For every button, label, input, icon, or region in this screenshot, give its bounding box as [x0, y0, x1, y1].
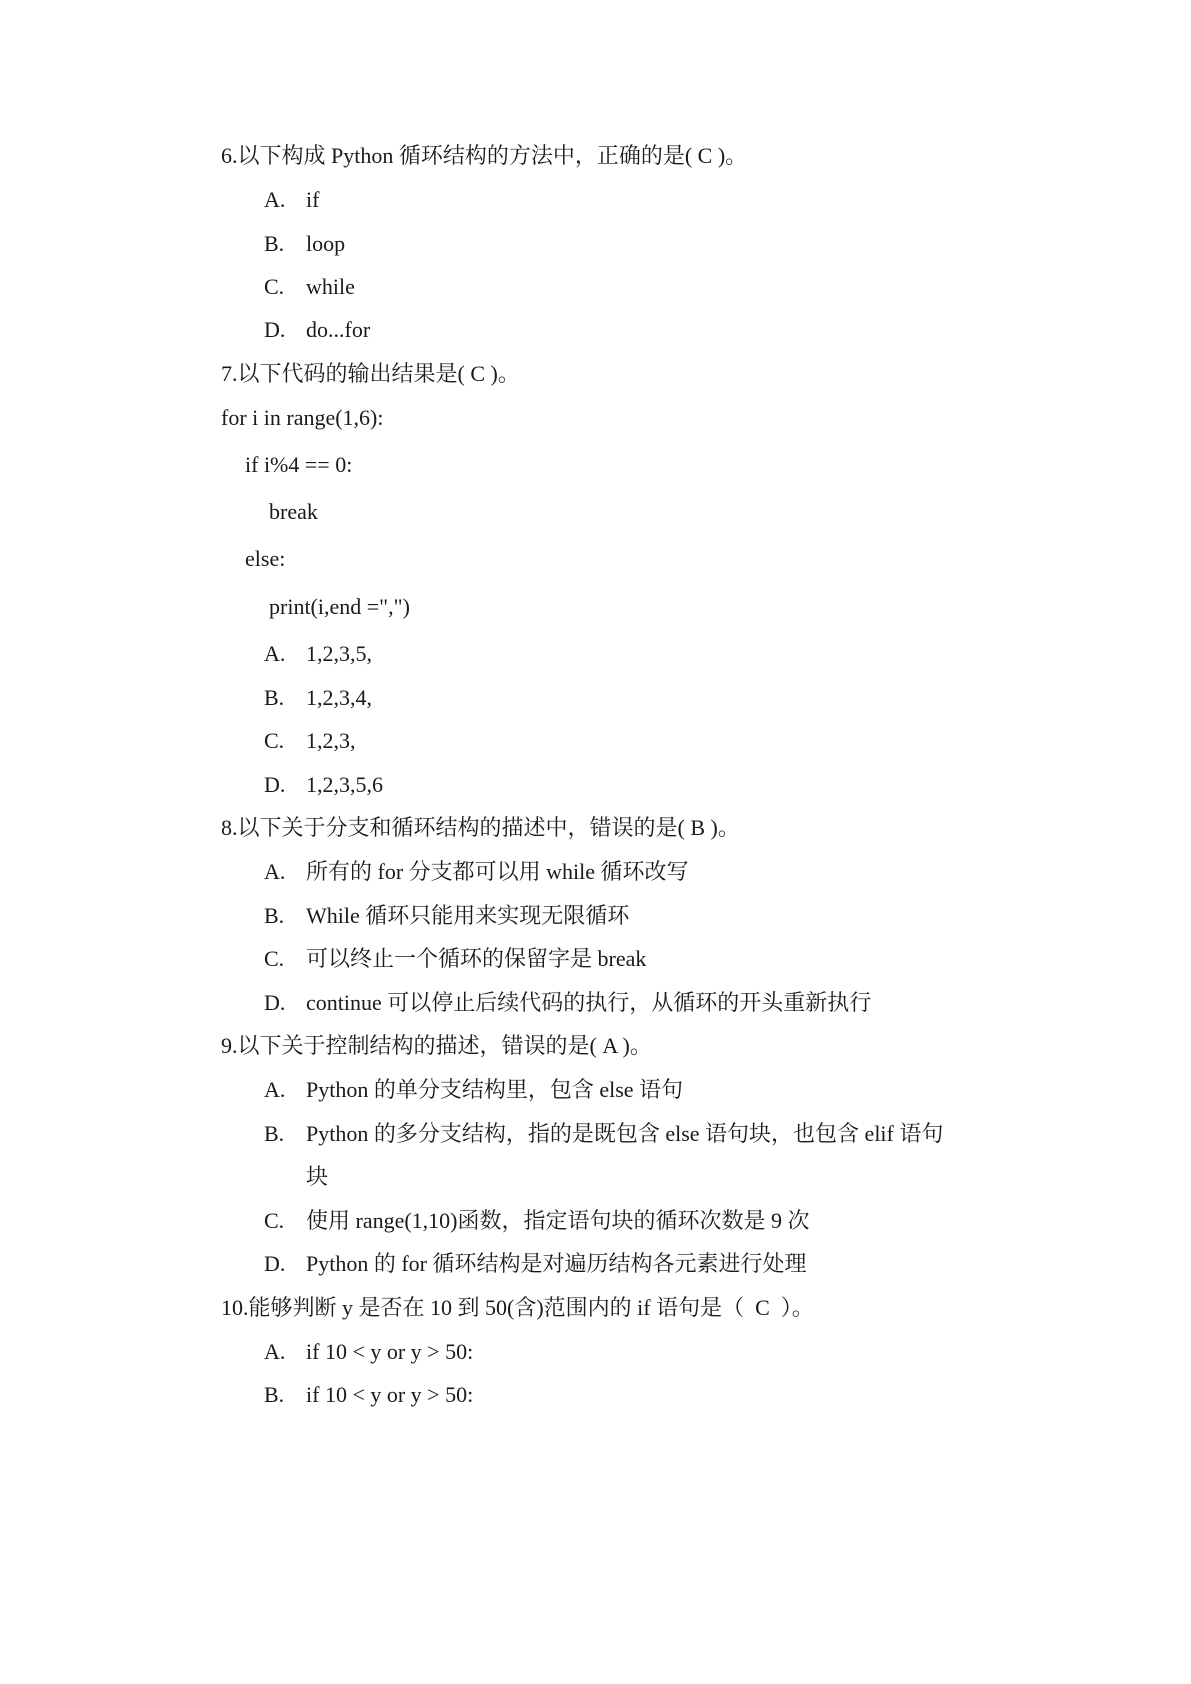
option-text: 使用 range(1,10)函数，指定语句块的循环次数是 9 次 [306, 1208, 810, 1233]
option-letter: A. [264, 641, 286, 666]
question-6-option-a [264, 186, 319, 214]
option-letter: B. [264, 1121, 285, 1146]
code-line: else: [245, 546, 286, 571]
question-8-stem: 8.以下关于分支和循环结构的描述中，错误的是( B )。 [221, 815, 740, 840]
option-letter: C. [264, 274, 285, 299]
question-9-stem: 9.以下关于控制结构的描述，错误的是( A )。 [221, 1033, 652, 1058]
option-letter: D. [264, 1251, 286, 1276]
code-line: break [269, 499, 318, 524]
code-line: print(i,end =",") [269, 594, 410, 619]
option-letter: D. [264, 317, 286, 342]
option-letter: D. [264, 990, 286, 1015]
question-7-option-d [264, 771, 383, 799]
option-letter: A. [264, 187, 286, 212]
question-9-option-c [264, 1207, 810, 1235]
option-letter: C. [264, 728, 285, 753]
option-text: Python 的单分支结构里，包含 else 语句 [306, 1077, 684, 1102]
question-8-option-b [264, 902, 629, 930]
option-letter: A. [264, 1339, 286, 1364]
code-line: for i in range(1,6): [221, 405, 384, 430]
question-8-option-a [264, 858, 689, 886]
option-letter: C. [264, 946, 285, 971]
option-text: loop [306, 231, 346, 256]
question-10-option-b [264, 1381, 473, 1409]
option-text: 1,2,3,5, [306, 641, 372, 666]
option-text: 1,2,3,4, [306, 685, 372, 710]
question-6-option-d [264, 316, 370, 344]
question-7-option-b [264, 684, 372, 712]
question-10-option-a [264, 1338, 473, 1366]
option-text: 1,2,3, [306, 728, 356, 753]
question-9-option-b [264, 1120, 943, 1148]
option-text: if 10 < y or y > 50: [306, 1339, 474, 1364]
option-text: while [306, 274, 355, 299]
question-10-stem: 10.能够判断 y 是否在 10 到 50(含)范围内的 if 语句是（ C ）。 [221, 1295, 814, 1320]
code-line: if i%4 == 0: [245, 452, 353, 477]
option-letter: C. [264, 1208, 285, 1233]
option-letter: B. [264, 1382, 285, 1407]
option-text: While 循环只能用来实现无限循环 [306, 903, 630, 928]
question-7-stem: 7.以下代码的输出结果是( C )。 [221, 361, 520, 386]
question-8-option-c [264, 945, 646, 973]
question-7-option-a [264, 640, 372, 668]
question-9-option-d [264, 1250, 807, 1278]
option-text: 可以终止一个循环的保留字是 break [306, 946, 647, 971]
option-text: continue 可以停止后续代码的执行，从循环的开头重新执行 [306, 990, 872, 1015]
question-8-option-d [264, 989, 871, 1017]
question-6-stem: 6.以下构成 Python 循环结构的方法中，正确的是( C )。 [221, 143, 748, 168]
option-text: if [306, 187, 320, 212]
option-text: do...for [306, 317, 371, 342]
option-letter: A. [264, 1077, 286, 1102]
question-6-option-c [264, 273, 355, 301]
option-text: Python 的 for 循环结构是对遍历结构各元素进行处理 [306, 1251, 807, 1276]
question-9-option-a [264, 1076, 683, 1104]
question-9-option-b-continuation: 块 [306, 1164, 329, 1189]
option-text: Python 的多分支结构，指的是既包含 else 语句块，也包含 elif 语句 [306, 1121, 944, 1146]
option-letter: D. [264, 772, 286, 797]
option-text: if 10 < y or y > 50: [306, 1382, 474, 1407]
option-letter: B. [264, 231, 285, 256]
question-6-option-b [264, 230, 345, 258]
option-text: 1,2,3,5,6 [306, 772, 383, 797]
option-letter: B. [264, 685, 285, 710]
question-7-option-c [264, 727, 356, 755]
option-text: 所有的 for 分支都可以用 while 循环改写 [306, 859, 689, 884]
option-letter: B. [264, 903, 285, 928]
option-letter: A. [264, 859, 286, 884]
